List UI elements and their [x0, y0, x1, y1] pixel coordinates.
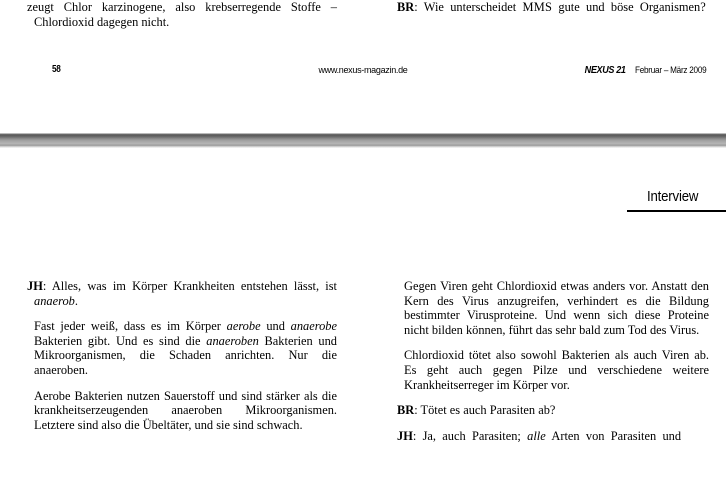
paragraph — [27, 389, 337, 433]
paragraph-text: zeugt Chlor karzinogene, also krebserregende Stoffe – Chlordioxid dagegen nicht. — [27, 0, 337, 29]
footer-issue-info — [578, 64, 718, 76]
speaker-separator: : — [414, 0, 418, 14]
page-separator-bar — [0, 133, 726, 148]
emphasis-term: anaerobe — [290, 319, 337, 334]
emphasis-term: anaerob — [34, 293, 75, 308]
lower-page-right-column — [397, 279, 709, 454]
lower-page-left-column — [27, 279, 337, 443]
paragraph-text: Arten von Parasiten und — [545, 428, 682, 443]
paragraph-text: Bakterien und Mikroorganismen, die Schaden anrichten. Nur die anaeroben. — [34, 333, 338, 377]
paragraph-text: . — [74, 293, 78, 308]
upper-page-right-column — [397, 0, 709, 26]
footer-issue-date: Februar – März 2009 — [634, 65, 707, 76]
paragraph — [397, 348, 709, 392]
question-text-part: gute und böse Organismen? — [552, 0, 706, 14]
speaker-label: BR — [397, 403, 415, 418]
upper-page-left-column — [27, 0, 337, 40]
mms-term: MMS — [522, 0, 553, 14]
question-text-part: Wie unterscheidet — [423, 0, 523, 14]
paragraph-text: Ja, auch Parasiten; — [416, 428, 528, 443]
paragraph-text: Fast jeder weiß, dass es im Körper — [34, 319, 227, 334]
lower-page — [0, 148, 726, 479]
paragraph-text: Gegen Viren geht Chlordioxid etwas anders vor. Anstatt den Kern des Virus anzugreifen, verhindert es die Bildung bestimmter Virusproteine. Und wenn sich diese Proteine nicht bilden können, führt das sehr bald zum Tod des Virus. — [404, 279, 709, 337]
paragraph-text: Aerobe Bakterien nutzen Sauerstoff und sind stärker als die krankheitserzeugenden anaeroben Mikroorganismen. Letztere sind also die Übeltäter, und sie sind schwach. — [34, 388, 337, 432]
speaker-label: JH — [397, 428, 413, 443]
interview-question — [397, 403, 709, 418]
page-footer — [0, 64, 726, 84]
upper-page — [0, 0, 726, 133]
speaker-separator: : — [412, 428, 417, 443]
paragraph-text: Chlordioxid tötet also sowohl Bakterien als auch Viren ab. Es geht auch gegen Pilze und verschiedene weitere Krankheitserreger im Körper vor. — [404, 348, 709, 392]
emphasis-term: anaeroben — [206, 333, 259, 348]
section-header-label: Interview — [646, 188, 698, 205]
speaker-separator: : — [414, 403, 418, 418]
interview-answer — [27, 279, 337, 308]
paragraph — [397, 279, 709, 337]
paragraph-text: Tötet es auch Parasiten ab? — [417, 403, 556, 418]
interview-answer — [397, 429, 709, 444]
paragraph — [27, 0, 337, 29]
footer-brand-name: NEXUS 21 — [585, 64, 626, 76]
interview-question — [397, 0, 709, 15]
paragraph-text: Alles, was im Körper Krankheiten entstehen lässt, ist — [46, 279, 337, 293]
speaker-label: JH — [27, 279, 43, 293]
section-header-rule — [627, 210, 726, 212]
footer-page-number: 58 — [52, 64, 61, 75]
paragraph — [27, 319, 337, 377]
emphasis-term: aerobe — [226, 319, 261, 334]
speaker-label: BR — [397, 0, 415, 14]
section-header — [0, 188, 726, 214]
paragraph-text: Bakterien gibt. Und es sind die — [34, 333, 207, 348]
emphasis-term: alle — [527, 428, 546, 443]
paragraph-text: und — [260, 319, 291, 334]
footer-website-url: www.nexus-magazin.de — [318, 65, 408, 75]
speaker-separator: : — [42, 279, 47, 293]
